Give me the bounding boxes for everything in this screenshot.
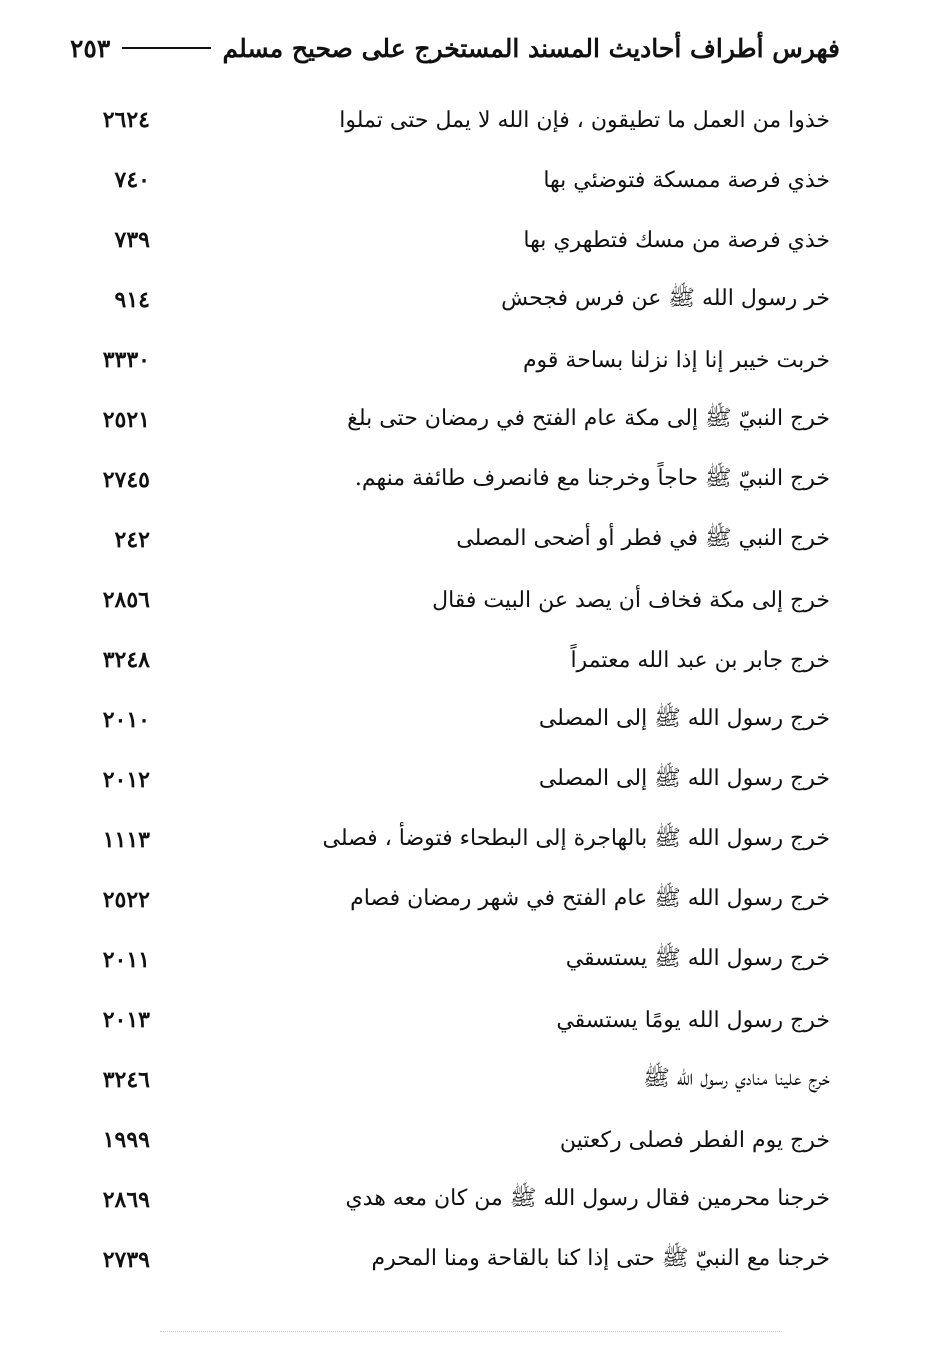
index-entry [80,570,830,630]
entry-number: ٢٠١٢ [102,767,150,793]
index-entry [80,330,830,390]
index-entry [80,150,830,210]
page-header [70,28,840,68]
index-entry [80,270,830,330]
entry-text: خرج رسول الله ﷺ بالهاجرة إلى البطحاء فتوضأ ، فصلى [322,826,830,851]
entry-text: خرج رسول الله ﷺ يستسقي [565,946,830,971]
entry-text: خرج النبي ﷺ في فطر أو أضحى المصلى [456,526,830,551]
entry-number: ٢٥٢٢ [102,887,150,913]
index-entry [80,630,830,690]
header-rule [122,47,210,49]
entry-text: خرج رسول الله ﷺ إلى المصلى [538,706,830,731]
index-entry [80,1050,830,1110]
entry-text: خرجنا مع النبيّ ﷺ حتى إذا كنا بالقاحة ومنا المحرم [371,1246,830,1271]
entry-text: خرج رسول الله ﷺ إلى المصلى [538,766,830,791]
entry-text: خرج يوم الفطر فصلى ركعتين [559,1127,830,1153]
entry-text: خرج رسول الله يومًا يستسقي [556,1007,830,1033]
index-entry [80,210,830,270]
entry-text: خرج النبيّ ﷺ حاجاً وخرجنا مع فانصرف طائفة منهم. [354,466,830,491]
index-entry [80,930,830,990]
header-title: فهرس أطراف أحاديث المسند المستخرج على صحيح مسلم [222,33,840,63]
entry-text: خرج جابر بن عبد الله معتمراً [570,647,830,673]
entry-text: خرج النبيّ ﷺ إلى مكة عام الفتح في رمضان حتى بلغ [347,406,830,431]
entry-text: خر رسول الله ﷺ عن فرس فجحش [501,286,830,311]
entry-number: ٣٢٤٦ [102,1067,150,1093]
index-entry [80,690,830,750]
entry-number: ٢٠١٣ [102,1007,150,1033]
index-entry [80,870,830,930]
index-entry [80,450,830,510]
hadith-index-list [80,90,830,1290]
entry-text: خذي فرصة ممسكة فتوضئي بها [543,167,830,193]
entry-number: ٣٣٣٠ [102,347,150,373]
index-entry [80,390,830,450]
entry-number: ٧٣٩ [114,227,150,253]
entry-number: ١١١٣ [102,827,150,853]
entry-text: خذي فرصة من مسك فتطهري بها [523,227,830,253]
entry-number: ١٩٩٩ [102,1127,150,1153]
entry-number: ٧٤٠ [114,167,150,193]
entry-number: ٢٥٢١ [102,407,150,433]
index-entry [80,750,830,810]
index-entry [80,810,830,870]
entry-text: خرجنا محرمين فقال رسول الله ﷺ من كان معه هدي [345,1186,830,1211]
entry-text: خرج علينا منادي رسول الله ﷺ [643,1066,830,1091]
entry-number: ٢٦٢٤ [102,107,150,133]
entry-number: ٩١٤ [114,287,150,313]
entry-text: خرج رسول الله ﷺ عام الفتح في شهر رمضان فصام [350,886,830,911]
index-entry [80,1230,830,1290]
entry-number: ٢٨٦٩ [102,1187,150,1213]
entry-number: ٢٤٢ [114,527,150,553]
entry-number: ٢٠١١ [102,947,150,973]
entry-number: ٢٧٤٥ [102,467,150,493]
entry-number: ٢٠١٠ [102,707,150,733]
index-entry [80,510,830,570]
index-entry [80,90,830,150]
entry-text: خرج إلى مكة فخاف أن يصد عن البيت فقال [432,587,830,613]
index-entry [80,1170,830,1230]
entry-number: ٢٧٣٩ [102,1247,150,1273]
entry-number: ٣٢٤٨ [102,647,150,673]
entry-text: خذوا من العمل ما تطيقون ، فإن الله لا يمل حتى تملوا [339,107,830,133]
page-number: ٢٥٣ [70,33,111,63]
index-entry [80,1110,830,1170]
index-entry [80,990,830,1050]
entry-number: ٢٨٥٦ [102,587,150,613]
entry-text: خربت خيبر إنا إذا نزلنا بساحة قوم [522,347,830,373]
bottom-scan-artifact [160,1331,780,1332]
